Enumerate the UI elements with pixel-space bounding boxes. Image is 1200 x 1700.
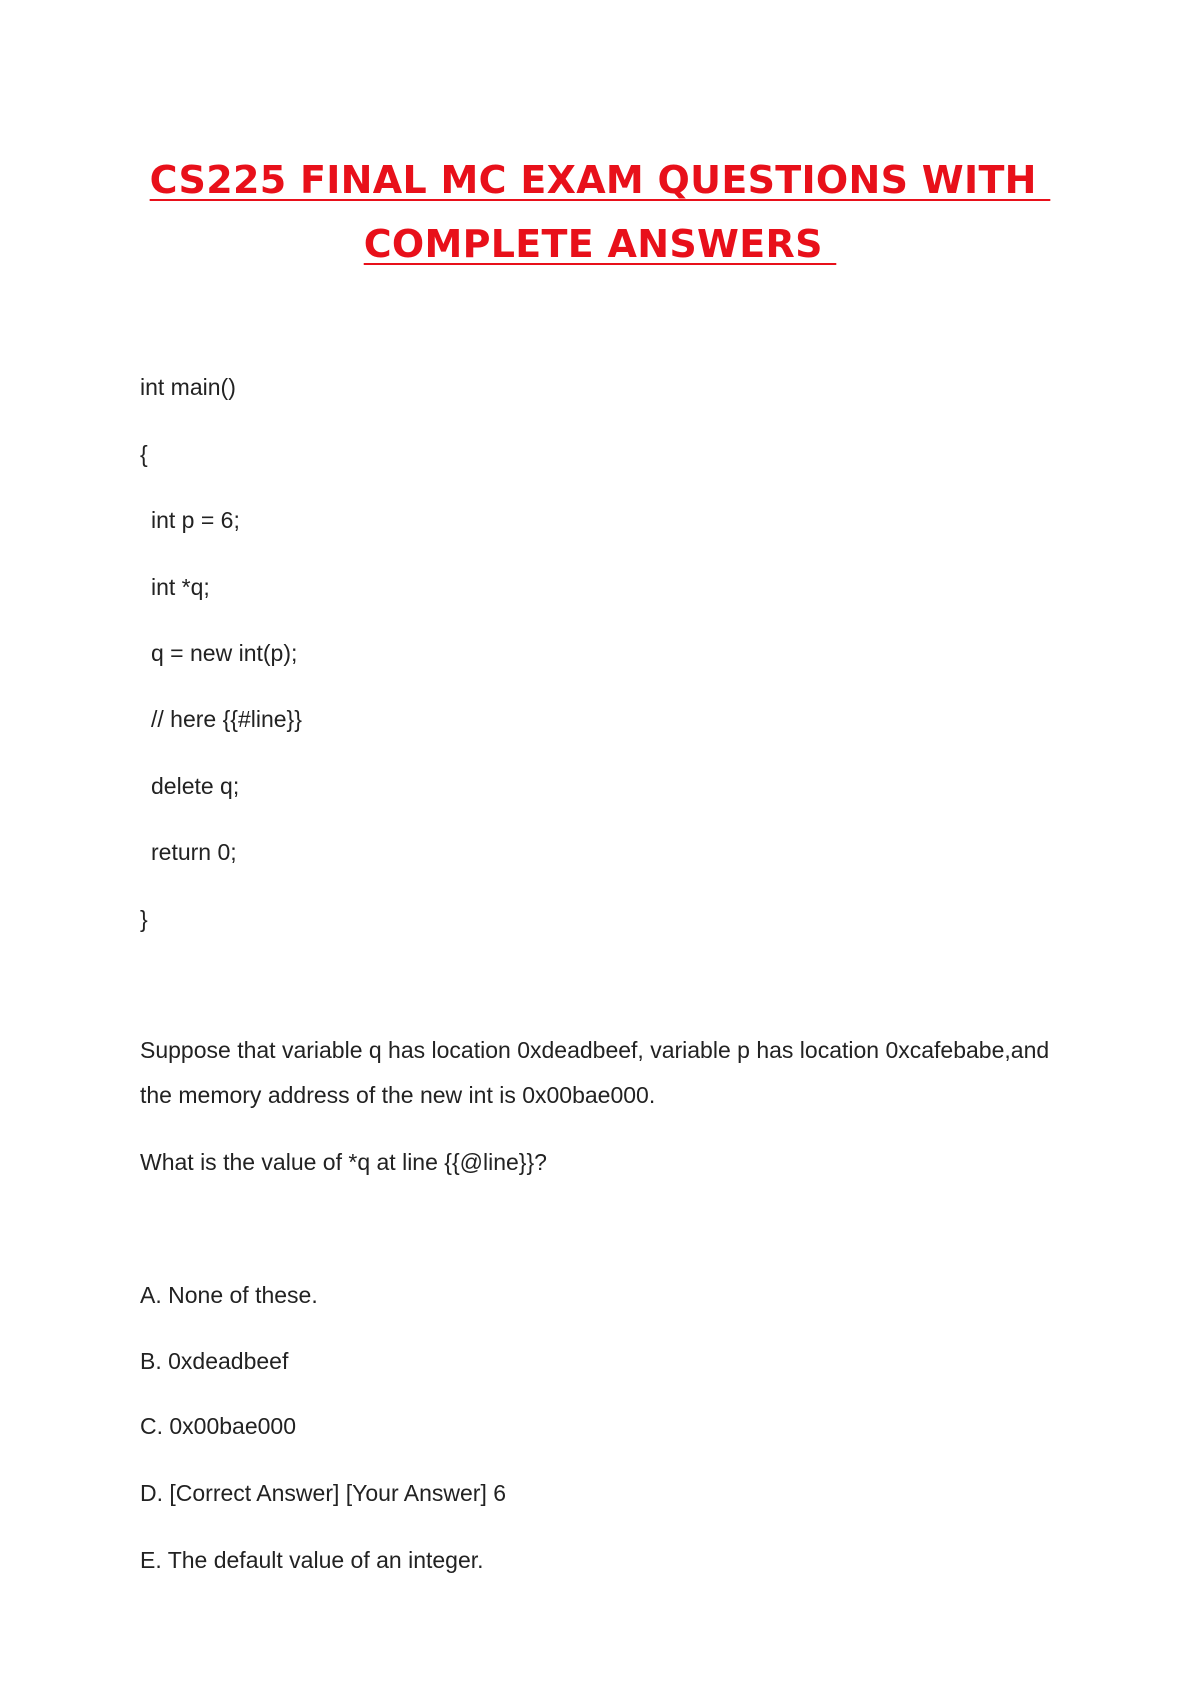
question-context: Suppose that variable q has location 0xdeadbeef, variable p has location 0xcafebabe,and the memory address of the new int is 0x00bae000. [140, 1037, 1050, 1108]
question-prompt: What is the value of *q at line {{@line}}? [140, 1149, 547, 1175]
answer-option: B. 0xdeadbeef [140, 1348, 289, 1374]
answer-option-correct: D. [Correct Answer] [Your Answer] 6 [140, 1480, 507, 1506]
code-line: } [140, 906, 148, 932]
code-line: int *q; [151, 574, 210, 600]
answer-option: A. None of these. [140, 1282, 318, 1308]
code-line: int main() [140, 374, 236, 400]
code-line: delete q; [151, 773, 240, 799]
code-line: int p = 6; [151, 507, 240, 533]
answer-option: E. The default value of an integer. [140, 1547, 484, 1573]
title-text-2: COMPLETE ANSWERS [363, 222, 837, 266]
code-line: { [140, 441, 148, 467]
answer-option: C. 0x00bae000 [140, 1413, 297, 1439]
document-title-line-1 [0, 158, 1200, 202]
document-title-line-2 [0, 222, 1200, 266]
code-line: // here {{#line}} [151, 706, 302, 732]
title-text-1: CS225 FINAL MC EXAM QUESTIONS WITH [149, 158, 1051, 202]
code-line: return 0; [151, 839, 237, 865]
code-line: q = new int(p); [151, 640, 298, 666]
